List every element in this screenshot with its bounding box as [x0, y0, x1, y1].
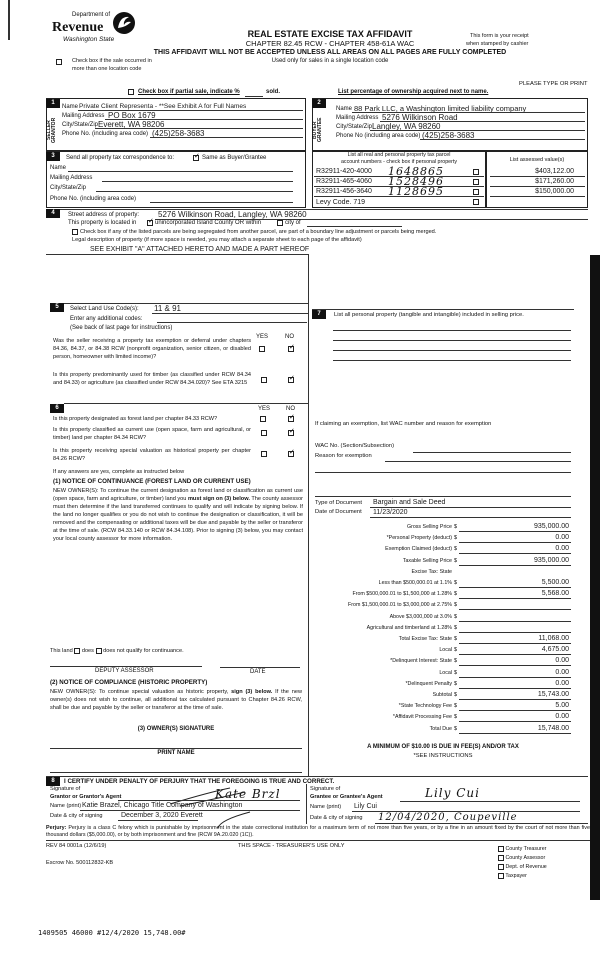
q5-exemption-no[interactable] [288, 346, 294, 352]
fee-label: Taxable Selling Price [402, 557, 452, 564]
q6-forest-question: Is this property designated as forest land per chapter 84.33 RCW? [53, 416, 218, 422]
q5-timber-question: Is this property predominantly used for timber (as classified under RCW 84.34 and 84.33) or agriculture (as classified under RCW 84.34.020)? See ETA 3215 [53, 372, 251, 386]
copy-checkbox [498, 846, 504, 852]
q5-timber-no[interactable] [288, 377, 294, 383]
copy-checkbox [498, 855, 504, 861]
q5-exemption-yes[interactable] [259, 346, 265, 352]
currency-sign: $ [454, 692, 458, 698]
assessor-date-field[interactable] [220, 667, 300, 668]
buyer-mail-label: Mailing Address [336, 115, 379, 121]
levy-checkbox[interactable] [473, 199, 479, 205]
q6-current-use-question: Is this property classified as current use (open space, farm and agricultural, or timber) land per chapter 84.34 RCW? [53, 427, 251, 441]
corr-mail-field[interactable] [102, 181, 293, 182]
grantor-signature[interactable]: Kate Brzl [215, 787, 281, 801]
owner-print-name-field[interactable] [50, 772, 302, 773]
q5-yes-header: YES [256, 334, 269, 340]
currency-sign: $ [454, 580, 458, 586]
fee-value[interactable]: 11,068.00 [538, 635, 569, 642]
fee-label: *Delinquent Penalty [405, 680, 452, 687]
receipt-note-1: This form is your receipt [470, 33, 529, 39]
parcel-handwritten-number: 1648865 [388, 165, 444, 178]
city-checkbox[interactable] [277, 220, 283, 226]
section-2-number: 2 [312, 99, 326, 108]
seller-city-label: City/State/Zip [62, 122, 99, 128]
grantor-date-label: Date & city of signing [50, 813, 103, 819]
segregated-label: Check box if any of the listed parcels are being segregated from another parcel, are part of a boundary line adjustment or parcels being merged. [80, 229, 437, 235]
city-of-label: city of [285, 220, 301, 226]
buyer-phone-field[interactable]: (425)258-3683 [422, 131, 475, 140]
city-of-field[interactable] [307, 226, 402, 227]
legal-description-label: Legal description of property (if more space is needed, you may attach a separate sheet to each page of the affidavit) [72, 237, 362, 243]
fee-value[interactable]: 15,743.00 [537, 691, 569, 698]
partial-sale-label: Check box if partial sale, indicate % [138, 89, 240, 95]
copy-dept-revenue: Dept. of Revenue [498, 863, 547, 871]
seller-mail-label: Mailing Address [62, 113, 105, 119]
wac-field[interactable] [413, 452, 571, 453]
q5-no-header: NO [285, 334, 294, 340]
notice-compliance-text: NEW OWNER(S): To continue special valuation as historic property, sign (3) below. If the new owner(s) does not wish to continue, all additional tax calculated pursuant to Chapter 84.26 RCW, shall be due and payable by the seller or transferor at the time of sale. [50, 689, 302, 711]
currency-sign: $ [454, 602, 458, 609]
section-6-number: 6 [50, 404, 64, 413]
copy-county-assessor: County Assessor [498, 854, 545, 862]
section-1-number: 1 [46, 99, 60, 108]
fee-label: Less than $500,000.01 at 1.1% [378, 580, 452, 586]
corr-city-label: City/State/Zip [50, 185, 87, 191]
fee-value[interactable]: 5,500.00 [541, 579, 569, 586]
levy-code[interactable]: Levy Code. 719 [316, 199, 366, 206]
assessed-header: List assessed value(s) [509, 157, 565, 163]
fee-value[interactable]: 15,748.00 [537, 724, 569, 732]
grantor-name-field[interactable]: Katie Brazel, Chicago Title Company of Washington [82, 802, 243, 809]
fee-value[interactable]: 0.00 [555, 713, 569, 721]
escrow-number: Escrow No. 500112832-KB [46, 860, 114, 866]
doc-date-field[interactable]: 11/23/2020 [373, 509, 408, 516]
corr-name-field[interactable] [68, 171, 293, 172]
seller-phone-field[interactable]: (425)258-3683 [152, 129, 205, 138]
section-5-number: 5 [50, 303, 64, 312]
copy-taxpayer: Taxpayer [498, 872, 527, 880]
form-revision: REV 84 0001a (12/6/19) [46, 843, 107, 849]
fee-label: Exemption Claimed (deduct) [385, 546, 452, 553]
section-8-number: 8 [46, 777, 60, 786]
fee-label: Agricultural and timberland at 1.28% [366, 624, 452, 631]
doc-type-field[interactable]: Bargain and Sale Deed [373, 499, 446, 506]
currency-sign: $ [454, 680, 458, 687]
form-warning: THIS AFFIDAVIT WILL NOT BE ACCEPTED UNLESS ALL AREAS ON ALL PAGES ARE FULLY COMPLETED [153, 49, 507, 56]
buyer-city-field[interactable]: Langley, WA 98260 [372, 122, 441, 131]
buyer-name-field[interactable]: 88 Park LLC, a Washington limited liability company [354, 104, 527, 113]
currency-sign: $ [454, 557, 458, 564]
buyer-city-label: City/State/Zip [336, 124, 373, 130]
grantee-sig-label-1: Signature of [310, 786, 341, 792]
currency-sign: $ [454, 647, 458, 654]
seller-name-field[interactable]: Private Client Representa - **See Exhibit A for Full Names [79, 103, 247, 110]
fee-label: Total Excise Tax: State [398, 636, 452, 642]
copy-checkbox [498, 864, 504, 870]
currency-sign: $ [454, 535, 458, 542]
see-back-note: (See back of last page for instructions) [70, 325, 173, 331]
treasurer-use-label: THIS SPACE - TREASURER'S USE ONLY [238, 843, 345, 849]
currency-sign: $ [454, 669, 458, 676]
form-title: REAL ESTATE EXCISE TAX AFFIDAVIT [247, 29, 413, 39]
corr-phone-field[interactable] [150, 202, 293, 203]
notice-continuance-text: NEW OWNER(S): To continue the current designation as forest land or classification as current use (open space, farm and agriculture, or timber) land you must sign on (3) below. The county assessor must then determine if the land transferred continues to qualify and will indicate by signing below. If the land no longer qualifies or you do not wish to continue the designation or classification, it will be removed and the compensating or additional taxes will be due and payable by the seller or transferor at the time of sale. (RCW 84.33.140 or RCW 84.34.108). Prior to signing (3) below, you may contact your local county assessor for more information. [53, 488, 303, 542]
partial-sale-checkbox[interactable] [128, 89, 134, 95]
currency-sign: $ [454, 524, 458, 530]
currency-sign: $ [454, 591, 458, 598]
copy-county-treasurer: County Treasurer [498, 845, 546, 853]
grantee-signature[interactable]: Lily Cui [425, 786, 480, 800]
fee-label: Total Due [429, 725, 452, 732]
legal-description-field[interactable]: SEE EXHIBIT "A" ATTACHED HERETO AND MADE A PART HEREOF [90, 246, 310, 253]
street-label: Street address of property: [68, 212, 140, 218]
perjury-note: Perjury: Perjury is a class C felony which is punishable by imprisonment in the state correctional institution for a maximum term of not more than five years, or by a fine in an amount fixed by the court of not more than five thousand dollars ($5,000.00), or by both imprisonment and fine (RCW 9A.20.020 (1C)). [46, 825, 590, 838]
notice-continuance-title: (1) NOTICE OF CONTINUANCE (FOREST LAND OR CURRENT USE) [53, 478, 251, 485]
grantor-sig-label-1: Signature of [50, 786, 81, 792]
deputy-assessor-label: DEPUTY ASSESSOR [95, 668, 154, 674]
street-field[interactable]: 5276 Wilkinson Road, Langley, WA 98260 [158, 210, 307, 219]
ownership-note: List percentage of ownership acquired next to name. [338, 89, 489, 95]
fee-label: Local [439, 647, 452, 654]
fee-label: Subtotal [432, 692, 452, 698]
unincorporated-label: unincorporated Island County OR within [155, 220, 262, 226]
q6-no-header: NO [286, 406, 295, 412]
fee-label: From $1,500,000.01 to $3,000,000 at 2.75% [348, 602, 452, 609]
correspondence-label: Send all property tax correspondence to: [66, 155, 175, 161]
section-3-number: 3 [46, 152, 60, 161]
parcel-id[interactable]: R32911-456-3640 [316, 188, 372, 195]
assessed-value[interactable]: $150,000.00 [535, 188, 574, 195]
grantor-date-field[interactable]: December 3, 2020 Everett [121, 812, 203, 819]
located-label: This property is located in [68, 220, 137, 226]
scan-edge-mark [8, 0, 10, 40]
currency-sign: $ [454, 613, 458, 620]
fee-label: *Delinquent Interest: State [390, 658, 452, 665]
assessor-date-label: DATE [250, 669, 266, 675]
additional-codes-field[interactable] [157, 322, 307, 323]
fee-value[interactable]: 0.00 [555, 657, 569, 665]
exemption-reason-field[interactable] [385, 461, 571, 462]
q6-forest-yes[interactable] [260, 416, 266, 422]
q6-current-use-yes[interactable] [261, 430, 267, 436]
grantee-date-field[interactable]: 12/04/2020, Coupeville [378, 812, 518, 823]
personal-property-checkbox[interactable] [473, 179, 479, 185]
grantee-name-label: Name (print) [310, 804, 342, 810]
corr-name-label: Name [50, 165, 67, 171]
personal-property-line[interactable] [333, 330, 571, 331]
copy-checkbox [498, 873, 504, 879]
corr-phone-label: Phone No. (including area code) [50, 196, 137, 202]
assessed-value[interactable]: $403,122.00 [535, 168, 574, 175]
exemption-reason-label: Reason for exemption [315, 453, 372, 459]
claiming-exemption-note: If claiming an exemption, list WAC number and reason for exemption [315, 421, 492, 427]
fee-label: From $500,000.01 to $1,500,000 at 1.28% [352, 591, 452, 598]
currency-sign: $ [454, 658, 458, 665]
personal-property-line[interactable] [333, 350, 571, 351]
same-as-buyer-checkbox[interactable] [193, 155, 199, 161]
please-print: PLEASE TYPE OR PRINT [519, 81, 588, 87]
currency-sign: $ [454, 624, 458, 631]
q6-forest-no[interactable] [288, 416, 294, 422]
personal-property-line[interactable] [333, 360, 571, 361]
print-name-label: PRINT NAME [157, 750, 195, 756]
seller-mail-field[interactable]: PO Box 1679 [108, 111, 156, 120]
deputy-assessor-signature[interactable] [50, 666, 202, 667]
logo-line3: Washington State [63, 36, 115, 43]
fee-label: *Personal Property (deduct) [386, 535, 452, 542]
parcel-id[interactable]: R32911-465-4060 [316, 178, 372, 185]
fee-value[interactable]: 0.00 [555, 534, 569, 542]
parcel-handwritten-number: 1128695 [388, 185, 444, 198]
buyer-name-label: Name [336, 106, 353, 112]
multi-location-label-1: Check box if the sale occurred in [72, 58, 152, 64]
fee-label: Excise Tax: State [411, 568, 452, 575]
currency-sign: $ [454, 714, 458, 721]
does-not-qualify-checkbox[interactable] [96, 648, 102, 654]
fee-label: Local [439, 669, 452, 676]
grantor-sig-label-2: Grantor or Grantor's Agent [50, 794, 122, 800]
assessed-value[interactable]: $171,260.00 [535, 178, 574, 185]
q5-exemption-question: Was the seller receiving a property tax exemption or deferral under chapters 84.36, 84.37, or 84.38 RCW (nonprofit organization, senior citizen, or disabled person, homeowner with limited income)? [53, 338, 251, 360]
q6-yes-header: YES [258, 406, 271, 412]
currency-sign: $ [454, 725, 458, 732]
buyer-side-label: BUYER GRANTEE [312, 117, 323, 143]
q5-timber-yes[interactable] [261, 377, 267, 383]
fee-label: Above $3,000,000 at 3.0% [389, 613, 452, 620]
minimum-due-note: A MINIMUM OF $10.00 IS DUE IN FEE(S) AND/OR TAX [367, 744, 519, 750]
fee-label: *State Technology Fee [398, 703, 452, 710]
personal-property-label: List all personal property (tangible and intangible) included in selling price. [334, 312, 524, 318]
parcels-header-1: List all real and personal property tax parcel [347, 152, 451, 158]
multi-location-checkbox[interactable] [56, 59, 62, 65]
parcel-handwritten-number: 1528496 [388, 175, 444, 188]
partial-percent-field[interactable] [245, 96, 263, 97]
segregated-checkbox[interactable] [72, 229, 78, 235]
q6-current-use-no[interactable] [288, 430, 294, 436]
fee-value[interactable]: 5,568.00 [541, 590, 569, 598]
fee-value[interactable]: 5.00 [555, 702, 569, 710]
grantee-date-label: Date & city of signing [310, 815, 363, 821]
if-yes-note: If any answers are yes, complete as instructed below [53, 469, 185, 475]
owner-signature-field[interactable] [50, 748, 302, 749]
section-4-number: 4 [46, 209, 60, 218]
scan-edge-bar [590, 255, 600, 900]
doc-type-label: Type of Document [315, 500, 363, 506]
notice-compliance-title: (2) NOTICE OF COMPLIANCE (HISTORIC PROPERTY) [50, 679, 208, 686]
additional-codes-label: Enter any additional codes: [70, 316, 143, 322]
does-qualify-checkbox[interactable] [74, 648, 80, 654]
logo-line1: Department of [72, 12, 111, 18]
parcel-id[interactable]: R32911-420-4000 [316, 168, 372, 175]
personal-property-line[interactable] [333, 340, 571, 341]
used-only-note: Used only for sales in a single location code [271, 58, 389, 64]
personal-property-checkbox[interactable] [473, 169, 479, 175]
column-divider [308, 254, 309, 776]
land-use-field[interactable]: 11 & 91 [154, 304, 181, 313]
currency-sign: $ [454, 636, 458, 642]
fee-value[interactable]: 4,675.00 [541, 646, 569, 654]
fee-label: Gross Selling Price [406, 524, 452, 530]
doc-date-label: Date of Document [315, 509, 362, 515]
form-chapter: CHAPTER 82.45 RCW - CHAPTER 458-61A WAC [245, 39, 415, 48]
grantee-sig-label-2: Grantee or Grantee's Agent [310, 794, 383, 800]
receipt-note-2: when stamped by cashier [466, 41, 529, 47]
partial-sale-sold: sold. [266, 89, 281, 95]
unincorporated-checkbox[interactable] [147, 220, 153, 226]
owner-signature-label: (3) OWNER(S) SIGNATURE [137, 726, 215, 732]
seller-phone-label: Phone No. (including area code) [62, 131, 149, 137]
multi-location-label-2: more than one location code [72, 66, 142, 72]
grantor-name-label: Name (print) [50, 803, 82, 809]
seller-name-label: Name [62, 104, 79, 110]
certify-statement: I CERTIFY UNDER PENALTY OF PERJURY THAT THE FOREGOING IS TRUE AND CORRECT. [64, 778, 335, 785]
parcels-header-2: account numbers - check box if personal property [340, 159, 457, 165]
fee-value[interactable]: 0.00 [555, 545, 569, 553]
logo-line2: Revenue [52, 20, 104, 35]
personal-property-checkbox[interactable] [473, 189, 479, 195]
seller-city-field[interactable]: Everett, WA 98206 [98, 120, 165, 129]
currency-sign: $ [454, 546, 458, 553]
see-instructions-note: *SEE INSTRUCTIONS [413, 753, 473, 759]
fee-label: *Affidavit Processing Fee [392, 714, 452, 721]
cashier-stamp: 1409505 46000 #12/4/2020 15,748.00# [38, 929, 186, 937]
fee-value[interactable]: 935,000.00 [533, 523, 569, 530]
fee-value[interactable]: 0.00 [555, 668, 569, 676]
fee-value[interactable]: 0.00 [555, 679, 569, 687]
q6-historic-no[interactable] [288, 451, 294, 457]
buyer-phone-label: Phone No (including area code) [336, 133, 421, 139]
section-7-number: 7 [312, 310, 326, 319]
grantee-name-field[interactable]: Lily Cui [354, 803, 377, 810]
qualify-label: This land does does not qualify for continuance. [50, 648, 184, 654]
currency-sign: $ [454, 703, 458, 710]
seller-side-label: SELLER GRANTOR [46, 117, 57, 143]
wac-label: WAC No. (Section/Subsection) [315, 443, 395, 449]
same-as-buyer-label: Same as Buyer/Grantee [202, 155, 267, 161]
corr-mail-label: Mailing Address [50, 175, 93, 181]
q6-historic-question: Is this property receiving special valuation as historical property per chapter 84.26 RCW? [53, 448, 251, 462]
fee-value[interactable]: 935,000.00 [533, 556, 569, 564]
corr-city-field[interactable] [96, 191, 293, 192]
q6-historic-yes[interactable] [261, 451, 267, 457]
buyer-mail-field[interactable]: 5276 Wilkinson Road [382, 113, 458, 122]
land-use-label: Select Land Use Code(s): [70, 306, 139, 312]
